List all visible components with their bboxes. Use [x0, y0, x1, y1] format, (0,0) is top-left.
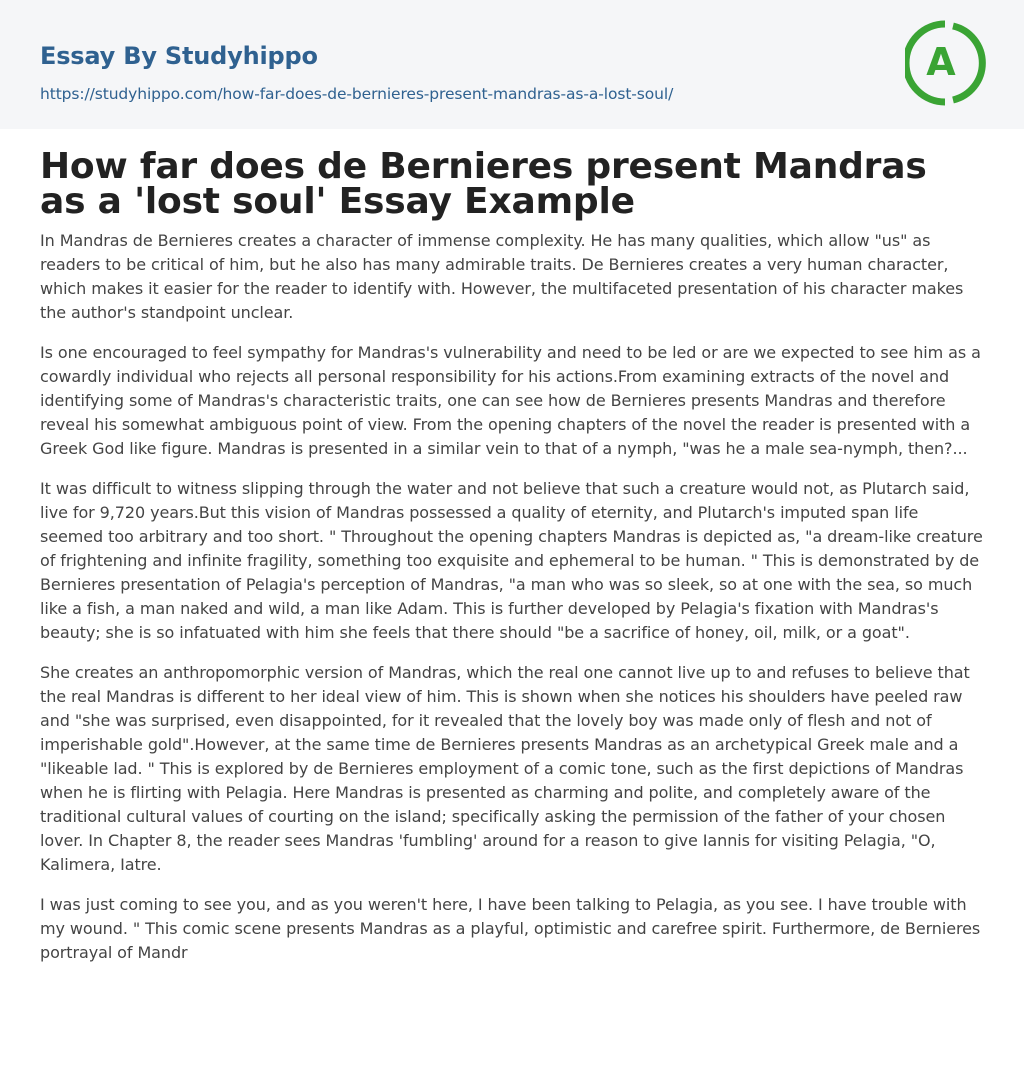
essay-content — [40, 146, 984, 981]
site-title[interactable]: Essay By Studyhippo — [40, 42, 318, 70]
essay-paragraph: She creates an anthropomorphic version of Mandras, which the real one cannot live up to and refuses to believe that the real Mandras is different to her ideal view of him. This is shown when she notices his shoulders have peeled raw and "she was surprised, even disappointed, for it revealed that the lovely boy was made only of flesh and not of imperishable gold".However, at the same time de Bernieres presents Mandras as an archetypical Greek male and a "likeable lad. " This is explored by de Bernieres employment of a comic tone, such as the first depictions of Mandras when he is flirting with Pelagia. Here Mandras is presented as charming and polite, and completely aware of the traditional cultural values of courting on the island; specifically asking the permission of the father of your chosen lover. In Chapter 8, the reader sees Mandras 'fumbling' around for a reason to give Iannis for visiting Pelagia, "O, Kalimera, Iatre. — [40, 663, 970, 874]
page-url-link[interactable]: https://studyhippo.com/how-far-does-de-bernieres-present-mandras-as-a-lost-soul/ — [40, 85, 674, 103]
logo-letter: A — [926, 40, 956, 84]
essay-title: How far does de Bernieres present Mandras as a 'lost soul' Essay Example — [40, 146, 927, 222]
essay-paragraph: I was just coming to see you, and as you weren't here, I have been talking to Pelagia, as you see. I have trouble with my wound. " This comic scene presents Mandras as a playful, optimistic and carefree spirit. Furthermore, de Bernieres portrayal of Mandr — [40, 895, 981, 962]
essay-paragraph: In Mandras de Bernieres creates a character of immense complexity. He has many qualities, which allow "us" as readers to be critical of him, but he also has many admirable traits. De Bernieres creates a very human character, which makes it easier for the reader to identify with. However, the multifaceted presentation of his character makes the author's standpoint unclear. — [40, 231, 964, 322]
essay-paragraph: It was difficult to witness slipping through the water and not believe that such a creature would not, as Plutarch said, live for 9,720 years.But this vision of Mandras possessed a quality of eternity, and Plutarch's imputed span life seemed too arbitrary and too short. " Throughout the opening chapters Mandras is depicted as, "a dream-like creature of frightening and infinite fragility, something too exquisite and ephemeral to be human. " This is demonstrated by de Bernieres presentation of Pelagia's perception of Mandras, "a man who was so sleek, so at one with the sea, so much like a fish, a man naked and wild, a man like Adam. This is further developed by Pelagia's fixation with Mandras's beauty; she is so infatuated with him she feels that there should "be a sacrifice of honey, oil, milk, or a goat". — [40, 479, 983, 642]
studyhippo-logo-icon[interactable] — [905, 18, 989, 108]
site-header — [0, 0, 1024, 129]
essay-paragraph: Is one encouraged to feel sympathy for Mandras's vulnerability and need to be led or are we expected to see him as a cowardly individual who rejects all personal responsibility for his actions.From examining extracts of the novel and identifying some of Mandras's characteristic traits, one can see how de Bernieres presents Mandras and therefore reveal his somewhat ambiguous point of view. From the opening chapters of the novel the reader is presented with a Greek God like figure. Mandras is presented in a similar vein to that of a nymph, "was he a male sea-nymph, then?... — [40, 343, 981, 458]
